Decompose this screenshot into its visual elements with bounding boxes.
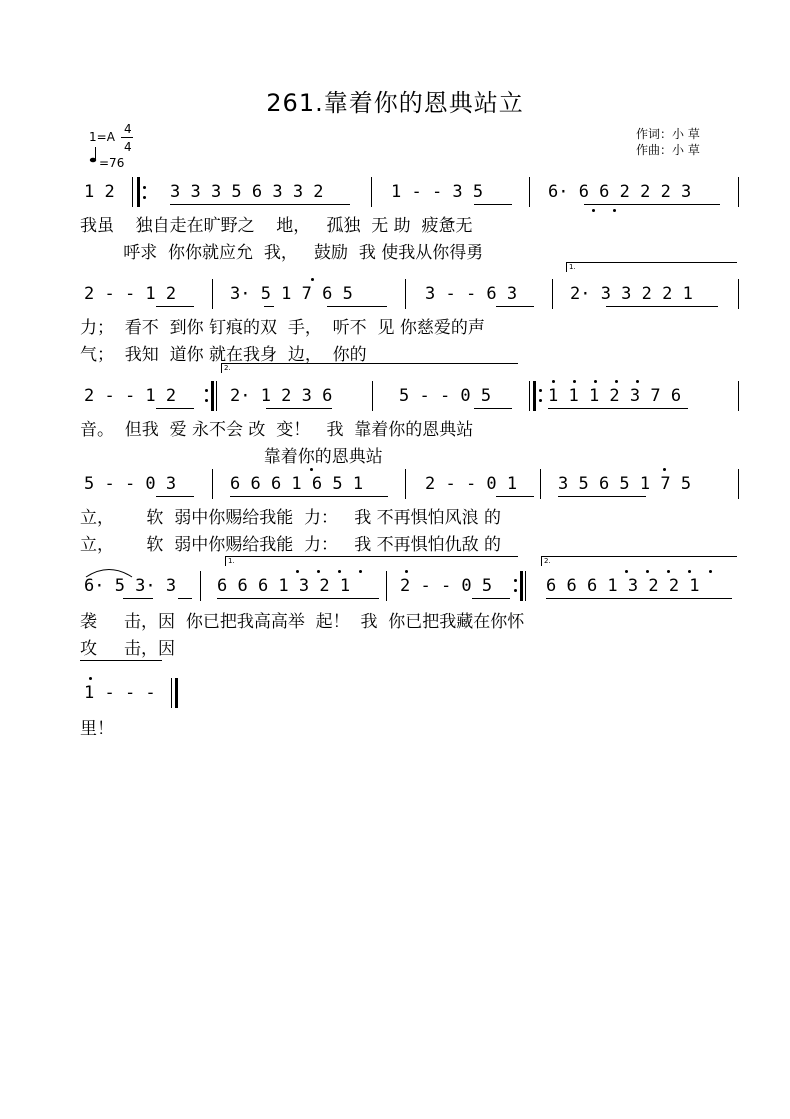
beam-line — [474, 408, 512, 409]
barline — [738, 381, 739, 411]
barline — [552, 279, 553, 309]
beam-line — [156, 306, 194, 307]
barline — [529, 381, 530, 411]
measure-notes: 1 1 1 2 3 7 6 — [548, 386, 682, 406]
lyric-line-1: 力； 看不 到你 钉痕的双 手， 听不 见 你慈爱的声 — [80, 318, 485, 338]
beam-line — [584, 204, 720, 205]
lyric-line-2: 立， 软 弱中你赐给我能 力： 我 不再惧怕仇敌 的 — [80, 535, 502, 555]
key-signature: 1=A — [89, 130, 115, 144]
high-octave-dot — [594, 380, 597, 383]
measure-notes: 2 - - 1 2 — [84, 386, 177, 406]
barline — [738, 279, 739, 309]
barline — [372, 381, 373, 411]
low-octave-dot — [592, 209, 595, 212]
high-octave-dot — [552, 380, 555, 383]
repeat-dot — [514, 589, 517, 592]
song-title: 261.靠着你的恩典站立 — [266, 89, 524, 117]
lyric-line-1: 音。 但我 爱 永不会 改 变！ 我 靠着你的恩典站 — [80, 420, 474, 440]
composer-credit: 作曲：小 草 — [636, 143, 700, 157]
high-octave-dot — [317, 570, 320, 573]
lyric-line-1: 我虽 独自走在旷野之 地， 孤独 无 助 疲惫无 — [80, 216, 473, 236]
measure-notes: 5 - - 0 3 — [84, 474, 177, 494]
repeat-dot — [143, 196, 146, 199]
beam-line — [472, 598, 510, 599]
barline — [738, 177, 739, 207]
high-octave-dot — [405, 570, 408, 573]
beam-line — [264, 306, 274, 307]
repeat-dot — [539, 399, 542, 402]
high-octave-dot — [359, 570, 362, 573]
beam-line — [230, 496, 388, 497]
high-octave-dot — [615, 380, 618, 383]
beam-line — [606, 306, 718, 307]
lyric-line-2: 呼求 你你就应允 我， 鼓励 我 使我从你得勇 — [80, 243, 484, 263]
measure-notes: 2 - - 0 1 — [425, 474, 518, 494]
lyric-line-1: 袭 击，因 你已把我高高举 起！ 我 你已把我藏在你怀 — [80, 612, 525, 632]
lyric-line-2: 靠着你的恩典站 — [80, 447, 383, 467]
volta-bracket — [80, 660, 162, 670]
high-octave-dot — [709, 570, 712, 573]
time-signature-bottom: 4 — [124, 140, 132, 154]
credits — [636, 126, 700, 158]
lyricist-credit: 作词：小 草 — [636, 127, 700, 141]
measure-notes: 6 6 6 1 6 5 1 — [230, 474, 364, 494]
beam-line — [266, 408, 332, 409]
measure-notes: 6· 6 6 2 2 2 3 — [548, 182, 692, 202]
time-signature-top: 4 — [124, 122, 132, 136]
beam-line — [178, 598, 192, 599]
beam-line — [123, 598, 153, 599]
high-octave-dot — [296, 570, 299, 573]
barline — [132, 177, 133, 207]
beam-line — [170, 204, 350, 205]
lyric-line-2: 气； 我知 道你 就在我身 边， 你的 — [80, 345, 367, 365]
high-octave-dot — [311, 278, 314, 281]
beam-line — [156, 496, 194, 497]
high-octave-dot — [338, 570, 341, 573]
volta-bracket: 1. — [225, 556, 518, 566]
barline — [216, 381, 217, 411]
measure-notes: 3 5 6 5 1 7 5 — [558, 474, 692, 494]
barline — [371, 177, 372, 207]
measure-notes: 6 6 6 1 3 2 2 1 — [546, 576, 700, 596]
measure-notes: 1 2 — [84, 182, 115, 202]
final-barline — [175, 678, 178, 708]
barline — [525, 571, 526, 601]
repeat-end-barline — [520, 571, 523, 601]
beam-line — [474, 204, 512, 205]
low-octave-dot — [613, 209, 616, 212]
measure-notes: 2 - - 0 5 — [400, 576, 493, 596]
time-signature-line — [121, 137, 133, 138]
beam-line — [156, 408, 194, 409]
measure-notes: 6· 5 3· 3 — [84, 576, 177, 596]
measure-notes: 2· 3 3 2 2 1 — [570, 284, 693, 304]
repeat-dot — [143, 186, 146, 189]
beam-line — [496, 496, 534, 497]
measure-notes: 6 6 6 1 3 2 1 — [217, 576, 351, 596]
beam-line — [327, 306, 387, 307]
lyric-line-2: 攻 击，因 — [80, 639, 176, 659]
barline — [386, 571, 387, 601]
high-octave-dot — [625, 570, 628, 573]
beam-line — [546, 598, 732, 599]
barline — [540, 469, 541, 499]
barline — [405, 279, 406, 309]
barline — [212, 279, 213, 309]
measure-notes: 1 - - 3 5 — [391, 182, 484, 202]
high-octave-dot — [688, 570, 691, 573]
repeat-dot — [205, 399, 208, 402]
tempo-marking: =76 — [99, 156, 125, 170]
repeat-dot — [205, 389, 208, 392]
slur-arc — [84, 563, 134, 577]
beam-line — [558, 496, 646, 497]
quarter-note-icon — [89, 147, 98, 163]
repeat-start-barline — [533, 381, 536, 411]
repeat-end-barline — [211, 381, 214, 411]
barline — [405, 469, 406, 499]
measure-notes: 3 3 3 5 6 3 3 2 — [170, 182, 324, 202]
volta-bracket: 2. — [541, 556, 737, 566]
high-octave-dot — [310, 468, 313, 471]
measure-notes: 1 - - - — [84, 683, 156, 703]
beam-line — [217, 598, 379, 599]
high-octave-dot — [663, 468, 666, 471]
volta-bracket: 1. — [566, 262, 737, 272]
repeat-start-barline — [137, 177, 140, 207]
barline — [171, 678, 172, 708]
lyric-line-1: 里！ — [80, 719, 114, 739]
barline — [200, 571, 201, 601]
barline — [212, 469, 213, 499]
high-octave-dot — [573, 380, 576, 383]
measure-notes: 2· 1 2 3 6 — [230, 386, 333, 406]
measure-notes: 2 - - 1 2 — [84, 284, 177, 304]
beam-line — [548, 408, 688, 409]
high-octave-dot — [667, 570, 670, 573]
measure-notes: 3 - - 6 3 — [425, 284, 518, 304]
high-octave-dot — [636, 380, 639, 383]
repeat-dot — [514, 579, 517, 582]
measure-notes: 3· 5 1 7 6 5 — [230, 284, 353, 304]
beam-line — [496, 306, 534, 307]
barline — [529, 177, 530, 207]
high-octave-dot — [646, 570, 649, 573]
barline — [738, 469, 739, 499]
repeat-dot — [539, 389, 542, 392]
lyric-line-1: 立， 软 弱中你赐给我能 力： 我 不再惧怕风浪 的 — [80, 508, 502, 528]
high-octave-dot — [89, 677, 92, 680]
measure-notes: 5 - - 0 5 — [399, 386, 492, 406]
volta-bracket: 2. — [221, 363, 518, 373]
